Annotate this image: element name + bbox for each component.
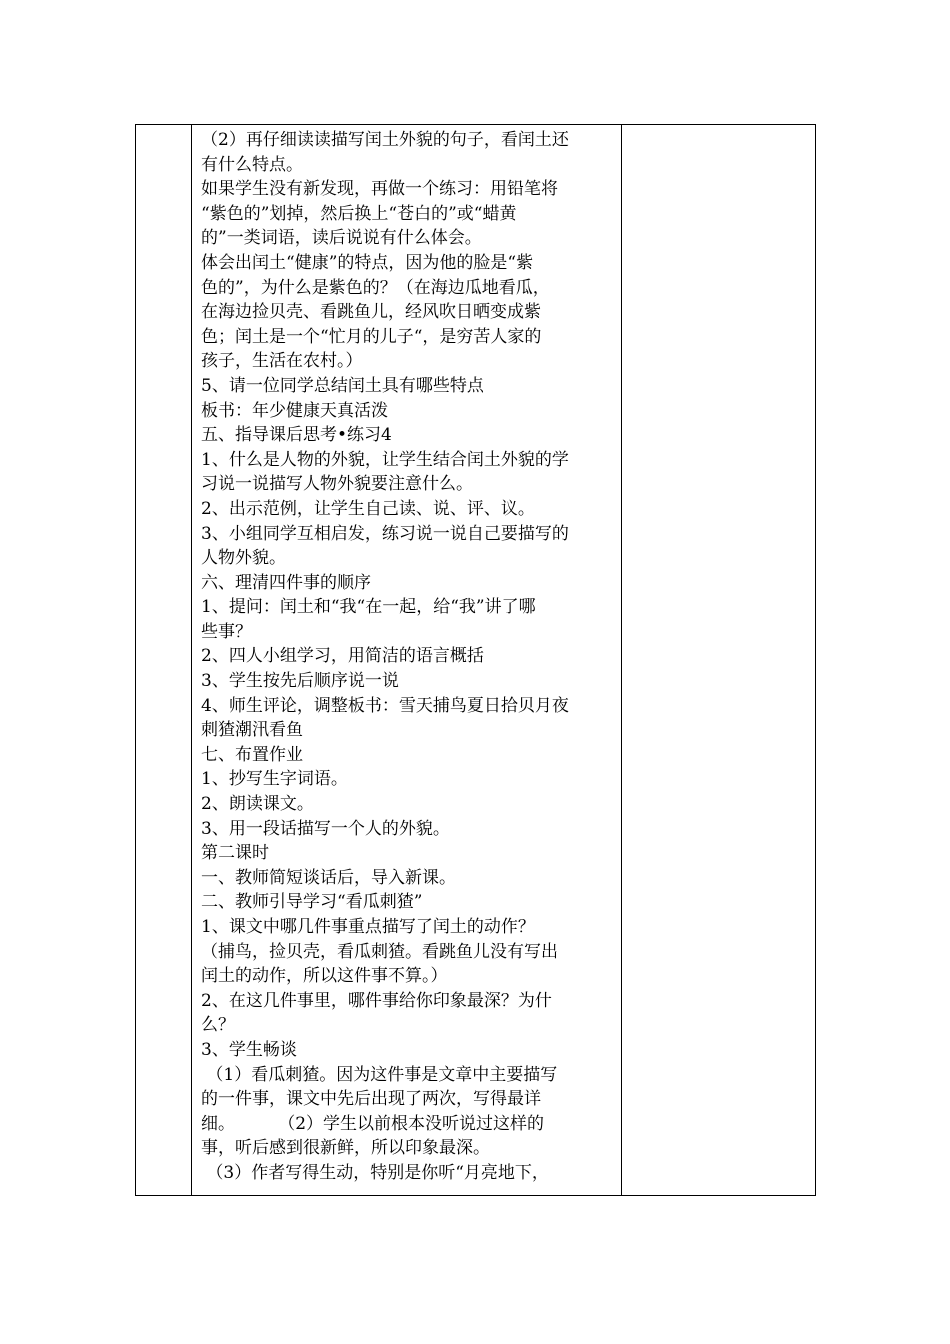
text-line: （捕鸟，捡贝壳，看瓜刺猹。看跳鱼儿没有写出 <box>201 941 558 962</box>
section-heading: 二、教师引导学习“看瓜刺猹” <box>201 892 423 913</box>
text-line: 孩子，生活在农村。） <box>201 351 363 372</box>
column-divider-left <box>191 125 192 1195</box>
text-line: 刺猹潮汛看鱼 <box>201 720 303 741</box>
text-line: 些事？ <box>201 621 252 642</box>
text-line: 闰土的动作，所以这件事不算。） <box>201 966 448 987</box>
text-line: （3）作者写得生动，特别是你听“月亮地下， <box>201 1162 549 1183</box>
text-line: 4、师生评论，调整板书：雪天捕鸟夏日拾贝月夜 <box>201 695 569 716</box>
text-line: 人物外貌。 <box>201 548 286 569</box>
text-line: 3、用一段话描写一个人的外貌。 <box>201 818 450 839</box>
text-line: （2）再仔细读读描写闰土外貌的句子，看闰土还 <box>201 130 569 150</box>
lesson-table <box>135 124 816 1196</box>
text-line: 2、四人小组学习，用简洁的语言概括 <box>201 646 484 667</box>
text-line: 1、提问：闰土和“我“在一起，给“我”讲了哪 <box>201 597 536 618</box>
text-line: 在海边捡贝壳、看跳鱼儿，经风吹日晒变成紫 <box>201 302 541 323</box>
text-line: 色；闰土是一个“忙月的儿子“，是穷苦人家的 <box>201 326 542 347</box>
section-heading: 一、教师简短谈话后，导入新课。 <box>201 867 456 888</box>
text-line: 么？ <box>201 1015 235 1036</box>
text-line: 的”一类词语，读后说说有什么体会。 <box>201 228 482 249</box>
section-heading: 第二课时 <box>201 843 269 864</box>
text-line: 3、小组同学互相启发，练习说一说自己要描写的 <box>201 523 569 544</box>
text-line: 2、在这几件事里，哪件事给你印象最深？为什 <box>201 990 552 1011</box>
text-line: 5、请一位同学总结闰土具有哪些特点 <box>201 375 484 396</box>
text-line: 的一件事，课文中先后出现了两次，写得最详 <box>201 1089 541 1110</box>
section-heading: 七、布置作业 <box>201 744 303 765</box>
text-line: 1、课文中哪几件事重点描写了闰土的动作？ <box>201 917 535 937</box>
text-line: 1、什么是人物的外貌，让学生结合闰土外貌的学 <box>201 449 569 470</box>
text-line: 3、学生畅谈 <box>201 1039 297 1060</box>
text-line: 如果学生没有新发现，再做一个练习：用铅笔将 <box>201 179 558 200</box>
text-line: 细。 （2）学生以前根本没听说过这样的 <box>201 1113 545 1134</box>
text-line: 习说一说描写人物外貌要注意什么。 <box>201 474 473 495</box>
text-line: （1）看瓜刺猹。因为这件事是文章中主要描写 <box>201 1064 558 1085</box>
text-line: 1、抄写生字词语。 <box>201 769 348 790</box>
text-line: 有什么特点。 <box>201 154 303 175</box>
text-line: 色的”，为什么是紫色的？（在海边瓜地看瓜， <box>201 277 550 298</box>
section-heading: 五、指导课后思考•练习4 <box>201 425 392 446</box>
text-line: 体会出闰土“健康”的特点，因为他的脸是“紫 <box>201 252 534 273</box>
text-line: 事，听后感到很新鲜，所以印象最深。 <box>201 1138 490 1159</box>
text-line: 2、出示范例，让学生自己读、说、评、议。 <box>201 498 535 519</box>
text-line: 板书：年少健康天真活泼 <box>201 400 388 421</box>
lesson-content-cell <box>201 128 623 1186</box>
text-line: “紫色的”划掉，然后换上“苍白的”或“蜡黄 <box>201 203 517 224</box>
text-line: 3、学生按先后顺序说一说 <box>201 671 399 692</box>
section-heading: 六、理清四件事的顺序 <box>201 572 371 593</box>
text-line: 2、朗读课文。 <box>201 794 314 815</box>
